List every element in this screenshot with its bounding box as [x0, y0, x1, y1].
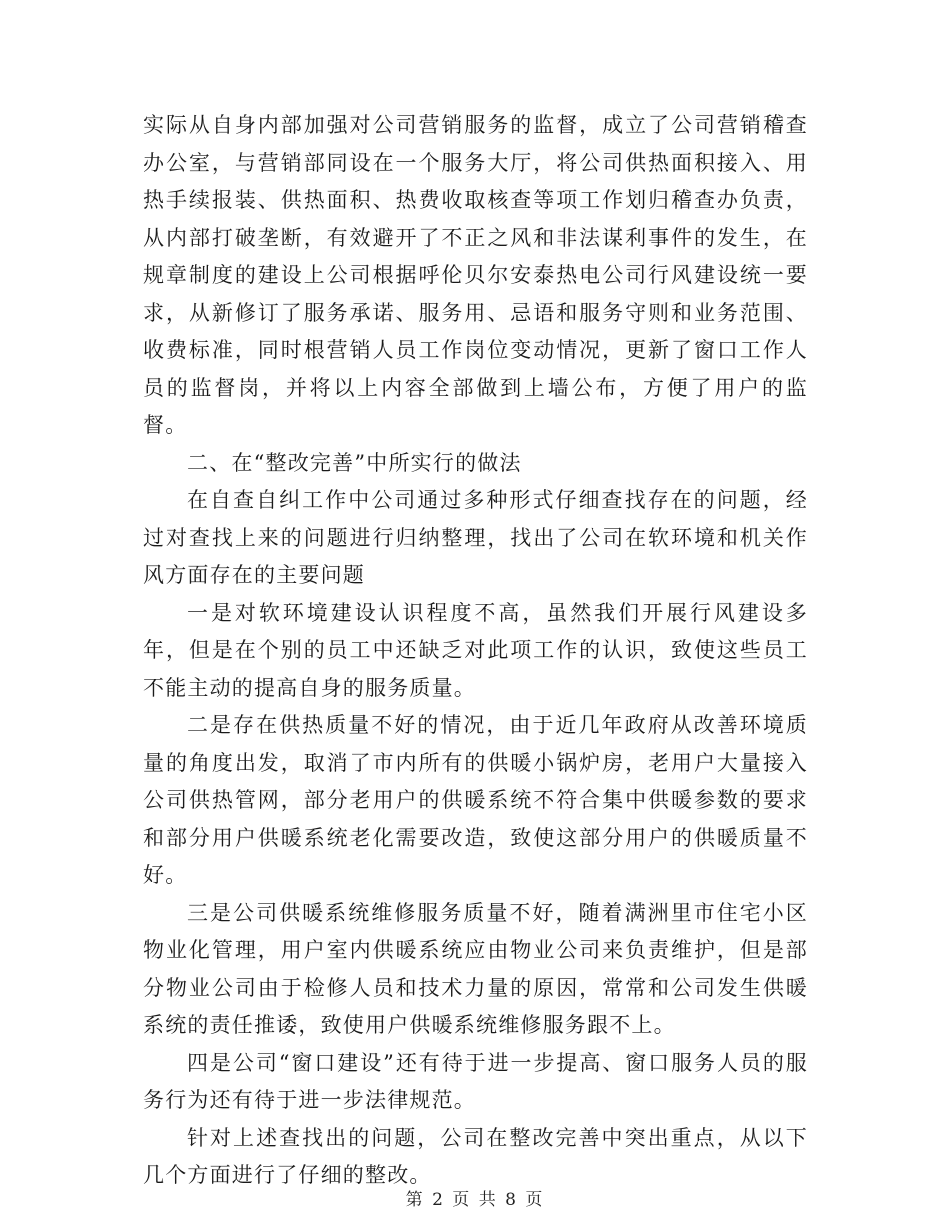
current-page-number: 2 — [432, 1190, 445, 1210]
paragraph-continuation: 实际从自身内部加强对公司营销服务的监督，成立了公司营销稽查办公室，与营销部同设在一个服务大厅，将公司供热面积接入、用热手续报装、供热面积、热费收取核查等项工作划归稽查办负责，从内部打破垄断，有效避开了不正之风和非法谋利事件的发生，在规章制度的建设上公司根据呼伦贝尔安泰热电公司行风建设统一要求，从新修订了服务承诺、服务用、忌语和服务守则和业务范围、收费标准，同时根营销人员工作岗位变动情况，更新了窗口工作人员的监督岗，并将以上内容全部做到上墙公布，方便了用户的监督。 — [143, 113, 808, 437]
paragraph: 二是存在供热质量不好的情况，由于近几年政府从改善环境质量的角度出发，取消了市内所有的供暖小锅炉房，老用户大量接入公司供热管网，部分老用户的供暖系统不符合集中供暖参数的要求和部分用户供暖系统老化需要改造，致使这部分用户的供暖质量不好。 — [143, 713, 808, 887]
document-body — [143, 107, 808, 1195]
total-page-number: 8 — [505, 1190, 518, 1210]
paragraph: 四是公司“窗口建设”还有待于进一步提高、窗口服务人员的服务行为还有待于进一步法律规范。 — [143, 1050, 808, 1112]
page-number-suffix: 页 — [525, 1190, 545, 1210]
paragraph: 一是对软环境建设认识程度不高，虽然我们开展行风建设多年，但是在个别的员工中还缺乏对此项工作的认识，致使这些员工不能主动的提高自身的服务质量。 — [143, 600, 808, 700]
page-number-middle: 页 共 — [452, 1190, 498, 1210]
section-heading: 二、在“整改完善”中所实行的做法 — [187, 450, 522, 475]
paragraph: 在自查自纠工作中公司通过多种形式仔细查找存在的问题，经过对查找上来的问题进行归纳整理，找出了公司在软环境和机关作风方面存在的主要问题 — [143, 488, 808, 587]
page-footer — [0, 1185, 950, 1210]
paragraph: 三是公司供暖系统维修服务质量不好，随着满洲里市住宅小区物业化管理，用户室内供暖系统应由物业公司来负责维护，但是部分物业公司由于检修人员和技术力量的原因，常常和公司发生供暖系统的责任推诿，致使用户供暖系统维修服务跟不上。 — [143, 900, 808, 1037]
page-number-prefix: 第 — [405, 1190, 425, 1210]
paragraph: 针对上述查找出的问题，公司在整改完善中突出重点，从以下几个方面进行了仔细的整改。 — [143, 1125, 808, 1187]
